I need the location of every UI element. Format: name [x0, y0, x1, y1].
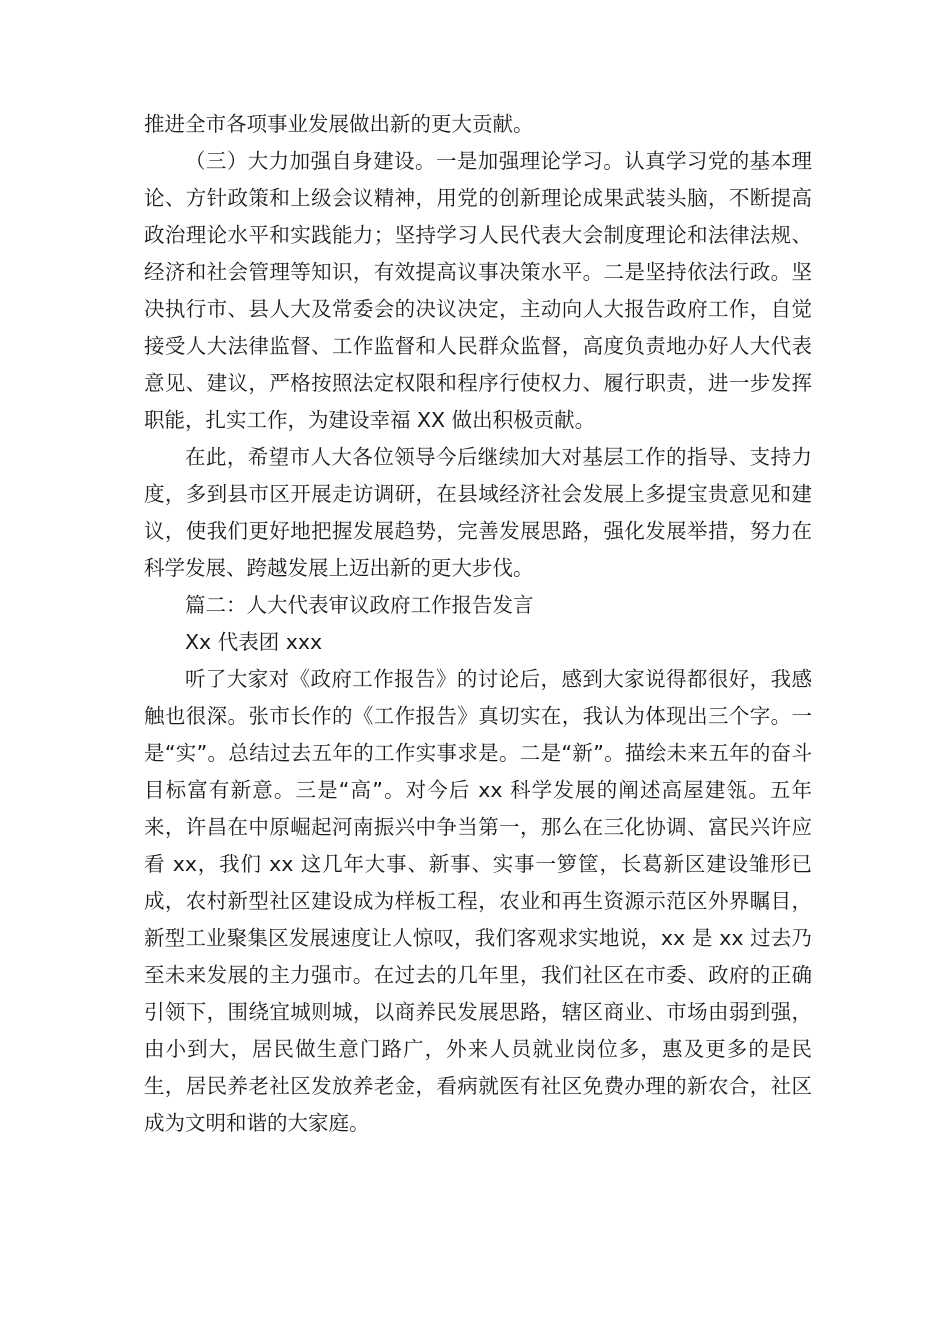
document-body: [144, 106, 812, 1142]
paragraph-hope: 在此，希望市人大各位领导今后继续加大对基层工作的指导、支持力度，多到县市区开展走访调研，在县域经济社会发展上多提宝贵意见和建议，使我们更好地把握发展趋势，完善发展思路，强化发展举措，努力在科学发展、跨越发展上迈出新的更大步伐。: [144, 445, 812, 580]
paragraph-speech: 听了大家对《政府工作报告》的讨论后，感到大家说得都很好，我感触也很深。张市长作的《工作报告》真切实在，我认为体现出三个字。一是“实”。总结过去五年的工作实事求是。二是“新”。描绘未来五年的奋斗目标富有新意。三是“高”。对今后 xx 科学发展的阐述高屋建瓴。五年来，许昌在中原崛起河南振兴中争当第一，那么在三化协调、富民兴许应看 xx，我们 xx 这几年大事、新事、实事一箩筐，长葛新区建设雏形已成，农村新型社区建设成为样板工程，农业和再生资源示范区外界瞩目，新型工业聚集区发展速度让人惊叹，我们客观求实地说，xx 是 xx 过去乃至未来发展的主力强市。在过去的几年里，我们社区在市委、政府的正确引领下，围绕宜城则城，以商养民发展思路，辖区商业、市场由弱到强，由小到大，居民做生意门路广，外来人员就业岗位多，惠及更多的是民生，居民养老社区发放养老金，看病就医有社区免费办理的新农合，社区成为文明和谐的大家庭。: [144, 667, 812, 1135]
delegation-line: Xx 代表团 xxx: [185, 630, 323, 654]
paragraph-self-building: （三）大力加强自身建设。一是加强理论学习。认真学习党的基本理论、方针政策和上级会议精神，用党的创新理论成果武装头脑，不断提高政治理论水平和实践能力；坚持学习人民代表大会制度理论和法律法规、经济和社会管理等知识，有效提高议事决策水平。二是坚持依法行政。坚决执行市、县人大及常委会的决议决定，主动向人大报告政府工作，自觉接受人大法律监督、工作监督和人民群众监督，高度负责地办好人大代表意见、建议，严格按照法定权限和程序行使权力、履行职责，进一步发挥职能，扎实工作，为建设幸福 XX 做出积极贡献。: [144, 149, 812, 432]
section-heading: 篇二：人大代表审议政府工作报告发言: [185, 593, 534, 617]
paragraph-continuation: 推进全市各项事业发展做出新的更大贡献。: [144, 112, 534, 136]
